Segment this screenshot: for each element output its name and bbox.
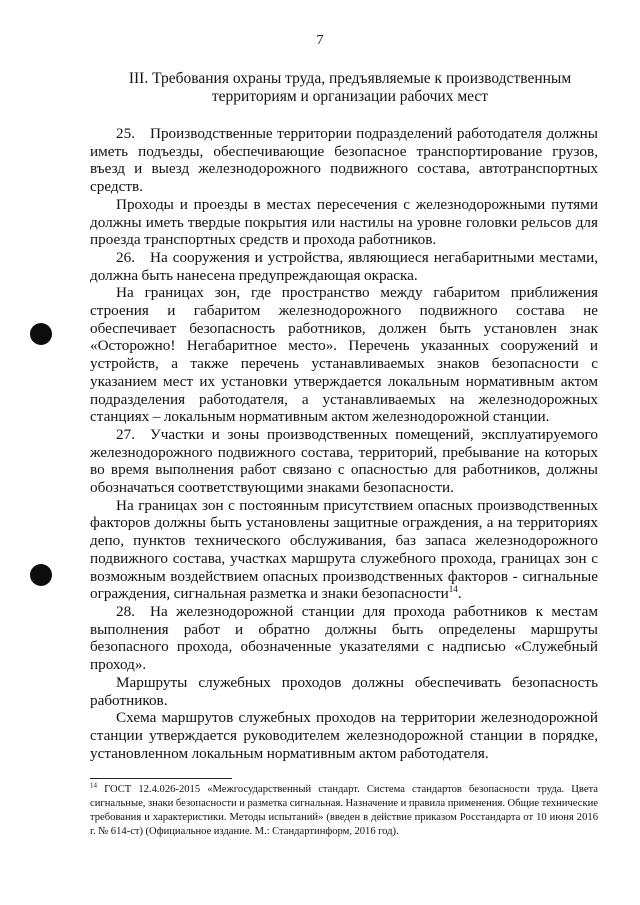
paragraph (90, 249, 598, 284)
section-title-line-1: III. Требования охраны труда, предъявляемые к производственным (128, 70, 572, 87)
clause-number: 28. (116, 602, 135, 620)
paragraph-text: На границах зон с постоянным присутствием опасных производственных факторов должны быть установлены защитные ограждения, а на территориях депо, пунктов технического обслуживания, баз запаса железнодорожного подвижного состава, участках маршрута служебного прохода, границах зон с возможным воздействием опасных производственных факторов - сигнальные ограждения, сигнальная разметка и знаки безопасности (90, 496, 598, 603)
paragraph-text: На железнодорожной станции для прохода работников к местам выполнения работ и обратно должны быть определены маршруты безопасного прохода, обозначенные указателями с надписью «Служебный проход». (90, 602, 598, 674)
punch-hole-mark (30, 323, 52, 345)
paragraph (90, 196, 598, 249)
paragraph (90, 284, 598, 426)
clause-number: 25. (116, 125, 135, 142)
footnote-divider (90, 778, 232, 779)
paragraph (90, 674, 598, 709)
body-text (90, 125, 598, 762)
footnote (90, 783, 598, 839)
paragraph-end: . (457, 585, 462, 603)
paragraph-text: Схема маршрутов служебных проходов на территории железнодорожной станции утверждается руководителем железнодорожной станции в порядке, установленном локальным нормативным актом работодателя. (90, 709, 598, 762)
paragraph-text: На сооружения и устройства, являющиеся негабаритными местами, должна быть нанесена предупреждающая окраска. (90, 248, 598, 284)
paragraph-text: На границах зон, где пространство между габаритом приближения строения и габаритом железнодорожного подвижного состава не обеспечивает безопасность работников, должен быть установлен знак «Осторожно! Негабаритное место». Перечень указанных сооружений и устройств, а также перечень устанавливаемых знаков безопасности с указанием мест их установки утверждается локальным нормативным актом подразделения работодателя, а устанавливаемых на железнодорожных станциях – локальным нормативным актом железнодорожной станции. (90, 284, 598, 426)
paragraph-text: Участки и зоны производственных помещений, эксплуатируемого железнодорожного подвижного состава, территорий, пребывание на которых во время выполнения работ связано с опасностью для работников, должны обозначаться соответствующими знаками безопасности. (90, 425, 598, 497)
paragraph (90, 125, 598, 196)
paragraph (90, 497, 598, 603)
paragraph (90, 603, 598, 674)
section-title (90, 70, 610, 106)
paragraph-text: Проходы и проезды в местах пересечения с железнодорожными путями должны иметь твердые покрытия или настилы на уровне головки рельсов для проезда транспортных средств и прохода работников. (90, 195, 598, 249)
page-number: 7 (316, 33, 324, 48)
clause-number: 26. (116, 248, 135, 266)
clause-number: 27. (116, 425, 135, 443)
paragraph (90, 426, 598, 497)
footnote-text: ГОСТ 12.4.026-2015 «Межгосударственный стандарт. Система стандартов безопасности труда. Цвета сигнальные, знаки безопасности и разметка сигнальная. Назначение и правила применения. Общие технические требования и характеристики. Методы испытаний» (введен в действие приказом Росстандарта от 10 июня 2016 г. № 614-ст) (Официальное издание. М.: Стандартинформ, 2016 год). (90, 784, 598, 837)
paragraph (90, 709, 598, 762)
section-title-line-2: территориям и организации рабочих мест (211, 88, 489, 105)
punch-hole-mark (30, 564, 52, 586)
paragraph-text: Маршруты служебных проходов должны обеспечивать безопасность работников. (90, 673, 598, 709)
footnote-mark: 14 (90, 781, 97, 790)
paragraph-text: Производственные территории подразделений работодателя должны иметь подъезды, обеспечивающие безопасное транспортирование грузов, въезд и выезд железнодорожного подвижного состава, автотранспортных средств. (90, 125, 598, 196)
footnote-reference[interactable]: 14 (448, 584, 458, 595)
